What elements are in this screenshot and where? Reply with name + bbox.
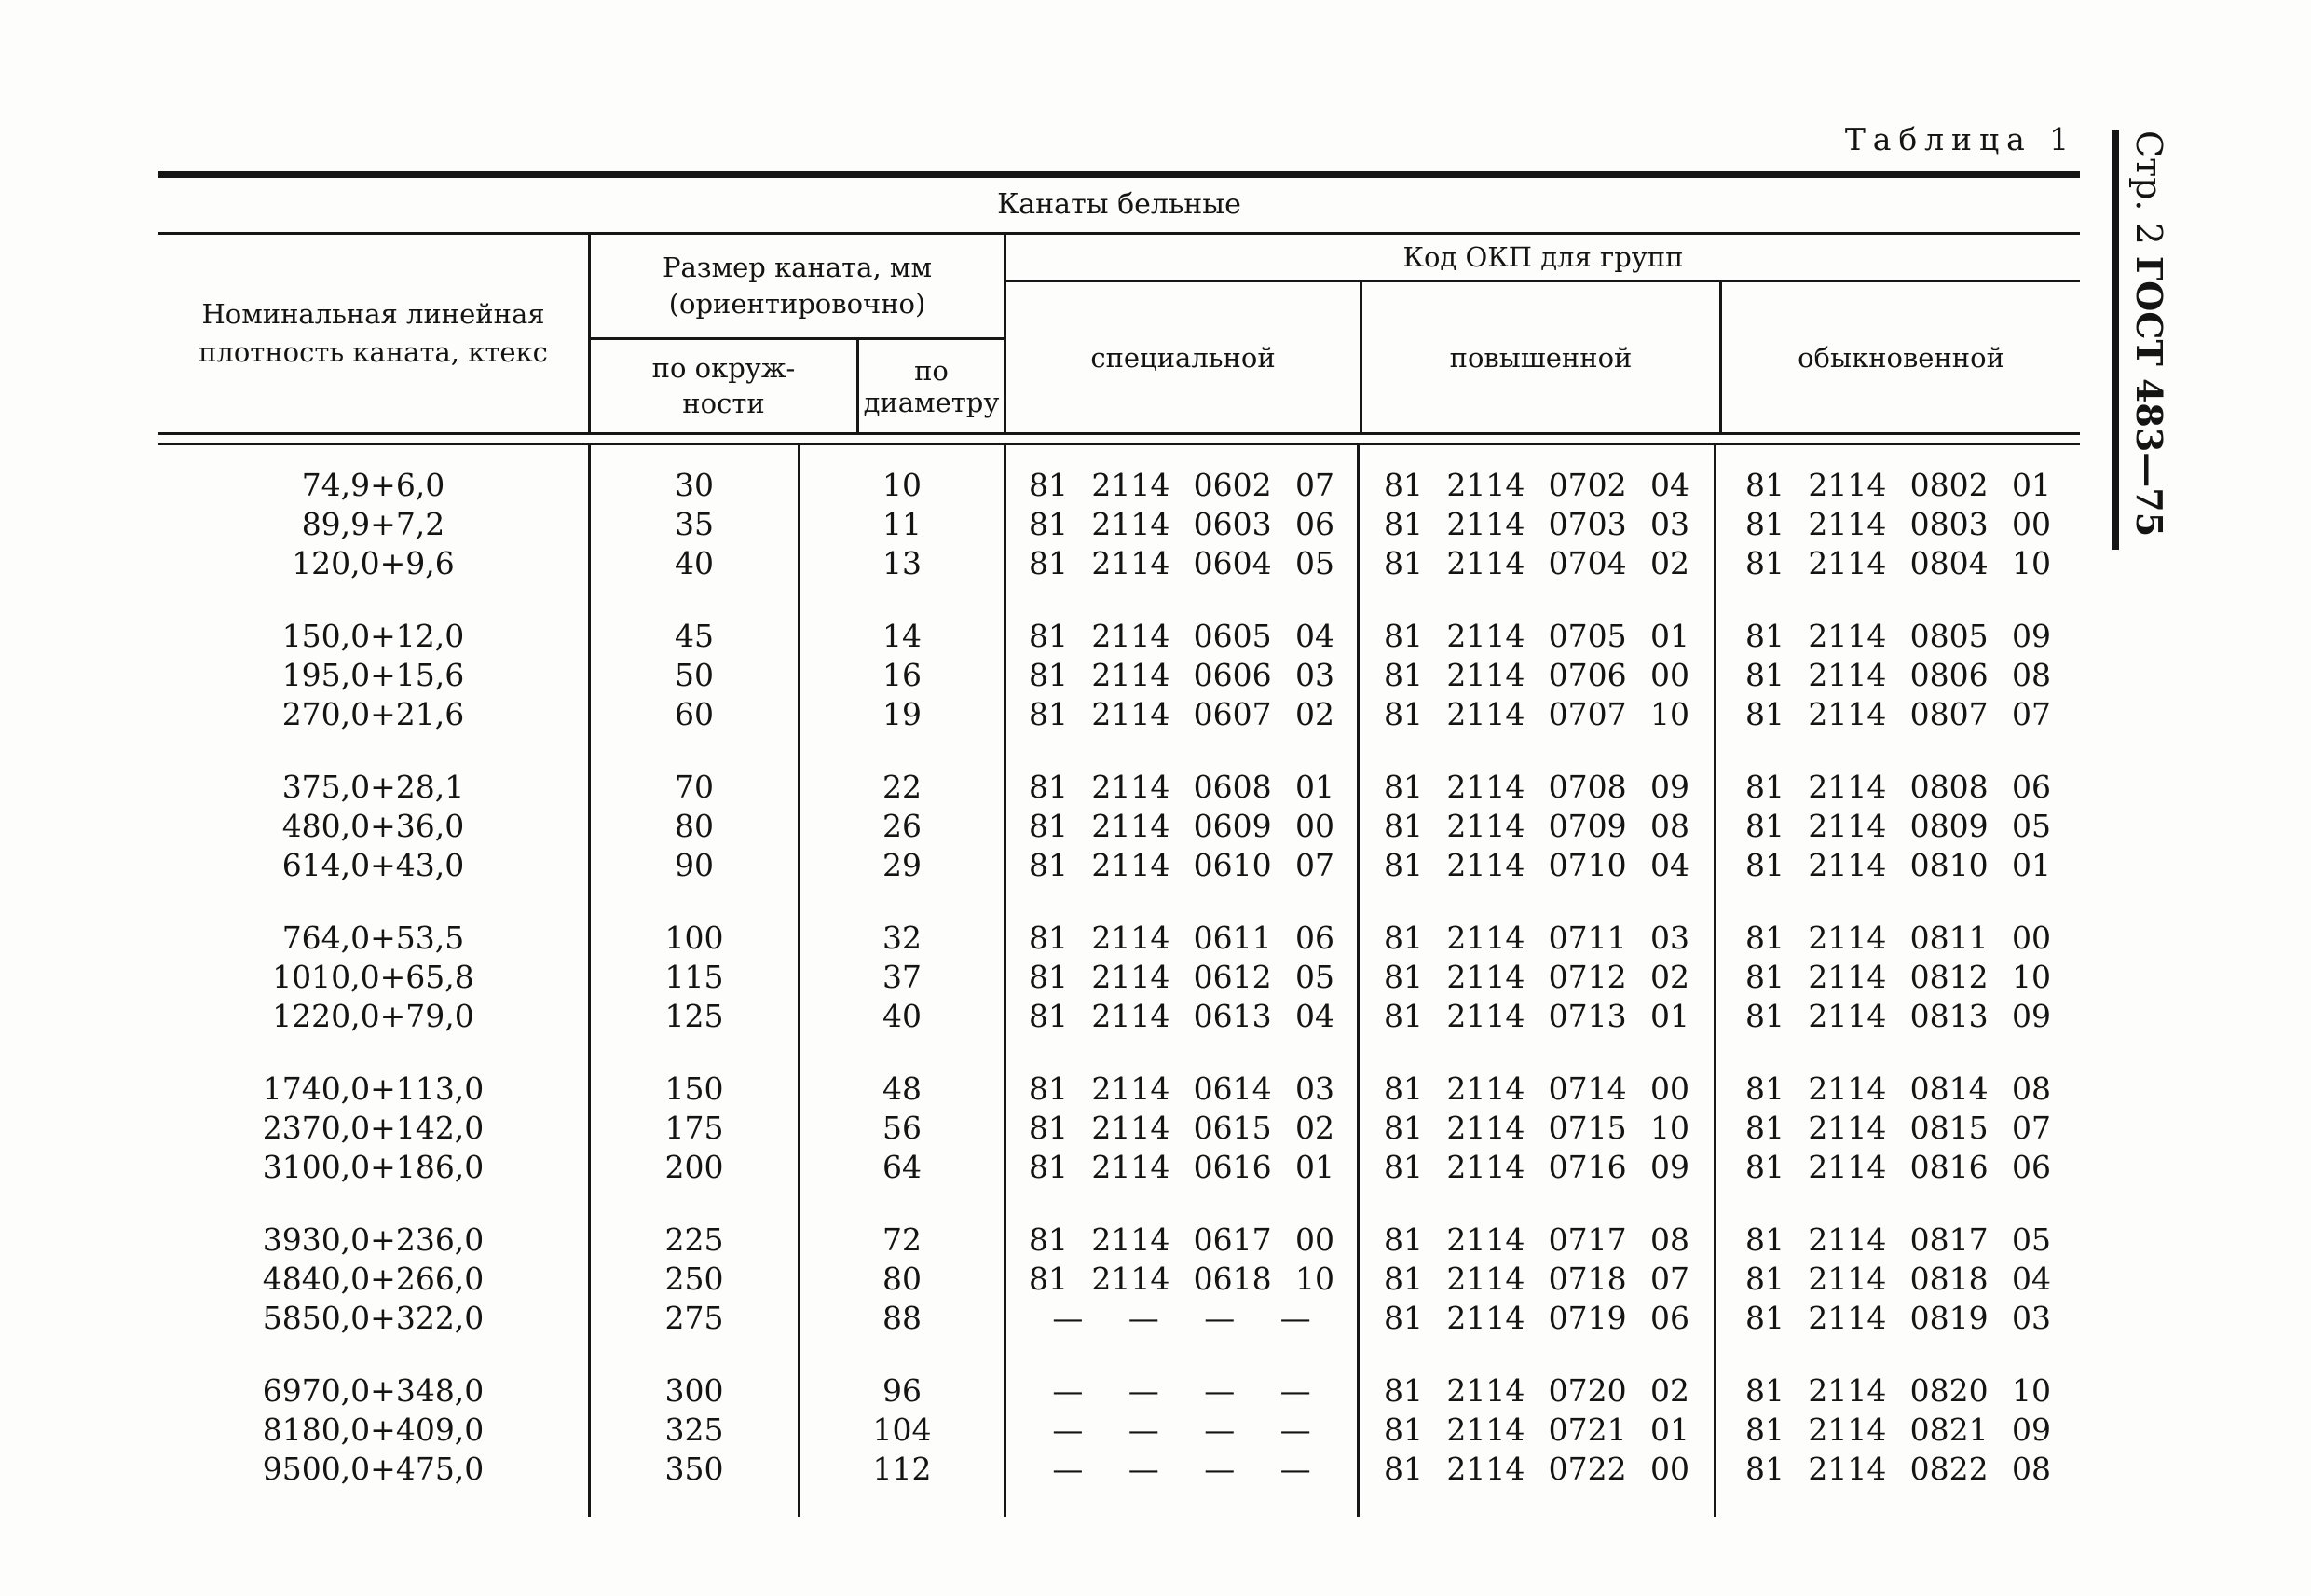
cell-diameter: 104 [872,1412,932,1448]
cell-okp-raised: 81 2114 0702 04 [1384,467,1689,503]
row-group-4 [158,919,588,1036]
cell-density: 764,0+53,5 [281,920,465,956]
col-header-size-group: Размер каната, мм (ориентировочно) [591,235,1004,340]
cell-circumference: 150 [664,1071,724,1107]
cell-diameter: 14 [882,618,922,654]
cell-circumference: 325 [664,1412,724,1448]
cell-okp-raised: 81 2114 0707 10 [1384,696,1689,732]
col-group-size [591,235,1006,432]
cell-density: 2370,0+142,0 [262,1110,485,1146]
row-group-2 [1716,617,2080,734]
body-column-diameter [800,445,1006,1517]
cell-okp-special: 81 2114 0617 00 [1029,1221,1334,1258]
cell-okp-raised: 81 2114 0710 04 [1384,847,1689,883]
cell-density: 614,0+43,0 [281,847,465,883]
body-column-circumference [591,445,800,1517]
row-group-6 [158,1221,588,1338]
cell-circumference: 35 [675,506,714,542]
cell-diameter: 10 [882,467,922,503]
row-group-5 [1006,1070,1357,1187]
cell-okp-special: 81 2114 0604 05 [1029,545,1334,581]
row-group-1 [1360,466,1714,583]
cell-density: 1010,0+65,8 [272,959,474,995]
row-group-7 [591,1371,798,1489]
col-header-okp-group: Код ОКП для групп [1006,235,2080,282]
row-group-3 [1006,768,1357,885]
cell-diameter: 96 [882,1372,922,1409]
row-group-2 [591,617,798,734]
cell-density: 150,0+12,0 [281,618,465,654]
cell-density: 195,0+15,6 [281,657,465,693]
cell-circumference: 125 [664,998,724,1034]
row-group-1 [158,466,588,583]
cell-diameter: 64 [882,1149,922,1185]
col-header-raised: повышенной [1362,282,1722,432]
row-group-6 [591,1221,798,1338]
cell-density: 480,0+36,0 [281,808,465,844]
cell-okp-raised: 81 2114 0711 03 [1384,920,1689,956]
body-column-code_ordinary [1716,445,2080,1517]
col-header-circumference: по окруж- ности [591,340,859,432]
cell-circumference: 115 [664,959,724,995]
cell-okp-special: 81 2114 0608 01 [1029,769,1334,805]
cell-okp-ordinary: 81 2114 0805 09 [1745,618,2051,654]
col-header-special: специальной [1006,282,1362,432]
cell-density: 1740,0+113,0 [262,1071,485,1107]
cell-okp-raised: 81 2114 0720 02 [1384,1372,1689,1409]
cell-okp-ordinary: 81 2114 0820 10 [1745,1372,2051,1409]
body-column-code_raised [1360,445,1716,1517]
cell-okp-special: 81 2114 0611 06 [1029,920,1334,956]
table-header [158,235,2080,432]
cell-diameter: 72 [882,1221,922,1258]
row-group-7 [800,1371,1004,1489]
cell-density: 74,9+6,0 [301,467,445,503]
cell-okp-raised: 81 2114 0709 08 [1384,808,1689,844]
row-group-6 [800,1221,1004,1338]
cell-okp-raised: 81 2114 0715 10 [1384,1110,1689,1146]
row-group-5 [1360,1070,1714,1187]
cell-circumference: 60 [675,696,714,732]
cell-okp-raised: 81 2114 0706 00 [1384,657,1689,693]
cell-okp-special: 81 2114 0612 05 [1029,959,1334,995]
cell-okp-raised: 81 2114 0713 01 [1384,998,1689,1034]
cell-circumference: 70 [675,769,714,805]
col-group-okp [1006,235,2080,432]
row-group-1 [591,466,798,583]
row-group-2 [158,617,588,734]
cell-okp-raised: 81 2114 0705 01 [1384,618,1689,654]
page-margin-label [2112,130,2170,550]
row-group-6 [1716,1221,2080,1338]
table-span-header: Канаты бельные [997,188,1241,221]
cell-okp-ordinary: 81 2114 0819 03 [1745,1300,2051,1336]
cell-okp-raised: 81 2114 0719 06 [1384,1300,1689,1336]
row-group-1 [1006,466,1357,583]
cell-okp-raised: 81 2114 0703 03 [1384,506,1689,542]
row-group-5 [591,1070,798,1187]
cell-okp-ordinary: 81 2114 0808 06 [1745,769,2051,805]
row-group-7 [1360,1371,1714,1489]
cell-circumference: 45 [675,618,714,654]
cell-circumference: 350 [664,1451,724,1487]
cell-okp-ordinary: 81 2114 0804 10 [1745,545,2051,581]
row-group-7 [158,1371,588,1489]
cell-okp-raised: 81 2114 0708 09 [1384,769,1689,805]
body-column-density [158,445,591,1517]
cell-density: 89,9+7,2 [301,506,445,542]
cell-okp-absent: — — — — [1052,1372,1311,1409]
row-group-3 [1360,768,1714,885]
cell-okp-raised: 81 2114 0704 02 [1384,545,1689,581]
row-group-5 [800,1070,1004,1187]
cell-density: 9500,0+475,0 [262,1451,485,1487]
row-group-2 [1360,617,1714,734]
row-group-1 [800,466,1004,583]
cell-okp-special: 81 2114 0605 04 [1029,618,1334,654]
cell-okp-ordinary: 81 2114 0809 05 [1745,808,2051,844]
cell-okp-ordinary: 81 2114 0818 04 [1745,1261,2051,1297]
cell-density: 3930,0+236,0 [262,1221,485,1258]
cell-okp-ordinary: 81 2114 0816 06 [1745,1149,2051,1185]
row-group-5 [158,1070,588,1187]
cell-okp-ordinary: 81 2114 0802 01 [1745,467,2051,503]
cell-okp-ordinary: 81 2114 0810 01 [1745,847,2051,883]
cell-circumference: 175 [664,1110,724,1146]
cell-circumference: 50 [675,657,714,693]
cell-okp-special: 81 2114 0607 02 [1029,696,1334,732]
cell-okp-special: 81 2114 0603 06 [1029,506,1334,542]
cell-diameter: 13 [882,545,922,581]
cell-okp-special: 81 2114 0610 07 [1029,847,1334,883]
cell-okp-ordinary: 81 2114 0811 00 [1745,920,2051,956]
row-group-7 [1716,1371,2080,1489]
cell-okp-ordinary: 81 2114 0822 08 [1745,1451,2051,1487]
cell-okp-raised: 81 2114 0722 00 [1384,1451,1689,1487]
row-group-1 [1716,466,2080,583]
cell-circumference: 30 [675,467,714,503]
row-group-7 [1006,1371,1357,1489]
cell-okp-ordinary: 81 2114 0817 05 [1745,1221,2051,1258]
row-group-4 [800,919,1004,1036]
cell-diameter: 80 [882,1261,922,1297]
cell-circumference: 80 [675,808,714,844]
cell-circumference: 275 [664,1300,724,1336]
cell-okp-special: 81 2114 0618 10 [1029,1261,1334,1297]
cell-okp-raised: 81 2114 0716 09 [1384,1149,1689,1185]
cell-diameter: 29 [882,847,922,883]
header-bottom-double-rule [158,432,2080,445]
cell-okp-special: 81 2114 0609 00 [1029,808,1334,844]
cell-okp-absent: — — — — [1052,1451,1311,1487]
row-group-3 [800,768,1004,885]
cell-diameter: 48 [882,1071,922,1107]
cell-density: 5850,0+322,0 [262,1300,485,1336]
cell-okp-absent: — — — — [1052,1412,1311,1448]
cell-diameter: 26 [882,808,922,844]
size-subheaders [591,340,1004,432]
table-caption: Таблица 1 [1844,121,2076,157]
cell-density: 375,0+28,1 [281,769,465,805]
table-top-rule [158,171,2080,178]
cell-diameter: 32 [882,920,922,956]
cell-okp-raised: 81 2114 0712 02 [1384,959,1689,995]
cell-okp-ordinary: 81 2114 0803 00 [1745,506,2051,542]
cell-diameter: 16 [882,657,922,693]
page-number-label: Стр. 2 [2128,130,2169,245]
row-group-4 [1360,919,1714,1036]
cell-density: 3100,0+186,0 [262,1149,485,1185]
standard-number-label: ГОСТ 483—75 [2128,255,2170,538]
cell-okp-ordinary: 81 2114 0812 10 [1745,959,2051,995]
cell-okp-special: 81 2114 0614 03 [1029,1071,1334,1107]
row-group-4 [591,919,798,1036]
cell-density: 6970,0+348,0 [262,1372,485,1409]
col-header-diameter: по диаметру [863,354,1000,418]
cell-density: 270,0+21,6 [281,696,465,732]
cell-okp-raised: 81 2114 0718 07 [1384,1261,1689,1297]
cell-okp-special: 81 2114 0616 01 [1029,1149,1334,1185]
cell-okp-special: 81 2114 0613 04 [1029,998,1334,1034]
cell-diameter: 40 [882,998,922,1034]
cell-diameter: 19 [882,696,922,732]
cell-diameter: 22 [882,769,922,805]
cell-circumference: 250 [664,1261,724,1297]
row-group-6 [1006,1221,1357,1338]
cell-circumference: 225 [664,1221,724,1258]
row-group-3 [1716,768,2080,885]
cell-okp-raised: 81 2114 0721 01 [1384,1412,1689,1448]
cell-circumference: 90 [675,847,714,883]
cell-circumference: 300 [664,1372,724,1409]
cell-circumference: 100 [664,920,724,956]
cell-okp-ordinary: 81 2114 0807 07 [1745,696,2051,732]
col-header-ordinary: обыкновенной [1798,341,2004,374]
cell-okp-special: 81 2114 0606 03 [1029,657,1334,693]
cell-circumference: 200 [664,1149,724,1185]
cell-okp-ordinary: 81 2114 0814 08 [1745,1071,2051,1107]
cell-diameter: 112 [872,1451,932,1487]
table-1 [158,171,2080,1517]
cell-density: 8180,0+409,0 [262,1412,485,1448]
row-group-3 [591,768,798,885]
cell-okp-special: 81 2114 0615 02 [1029,1110,1334,1146]
row-group-5 [1716,1070,2080,1187]
row-group-4 [1716,919,2080,1036]
cell-okp-absent: — — — — [1052,1300,1311,1336]
cell-okp-ordinary: 81 2114 0815 07 [1745,1110,2051,1146]
row-group-3 [158,768,588,885]
row-group-4 [1006,919,1357,1036]
cell-diameter: 88 [882,1300,922,1336]
col-header-density: Номинальная линейная плотность каната, ктекс [158,235,591,432]
okp-subheaders [1006,282,2080,432]
cell-diameter: 11 [882,506,922,542]
cell-circumference: 40 [675,545,714,581]
body-column-code_special [1006,445,1360,1517]
cell-okp-raised: 81 2114 0714 00 [1384,1071,1689,1107]
cell-okp-ordinary: 81 2114 0813 09 [1745,998,2051,1034]
cell-okp-ordinary: 81 2114 0821 09 [1745,1412,2051,1448]
cell-okp-ordinary: 81 2114 0806 08 [1745,657,2051,693]
cell-density: 1220,0+79,0 [272,998,474,1034]
table-body [158,445,2080,1517]
row-group-6 [1360,1221,1714,1338]
cell-density: 4840,0+266,0 [262,1261,485,1297]
cell-okp-special: 81 2114 0602 07 [1029,467,1334,503]
cell-okp-raised: 81 2114 0717 08 [1384,1221,1689,1258]
cell-diameter: 56 [882,1110,922,1146]
row-group-2 [800,617,1004,734]
cell-density: 120,0+9,6 [292,545,455,581]
cell-diameter: 37 [882,959,922,995]
row-group-2 [1006,617,1357,734]
